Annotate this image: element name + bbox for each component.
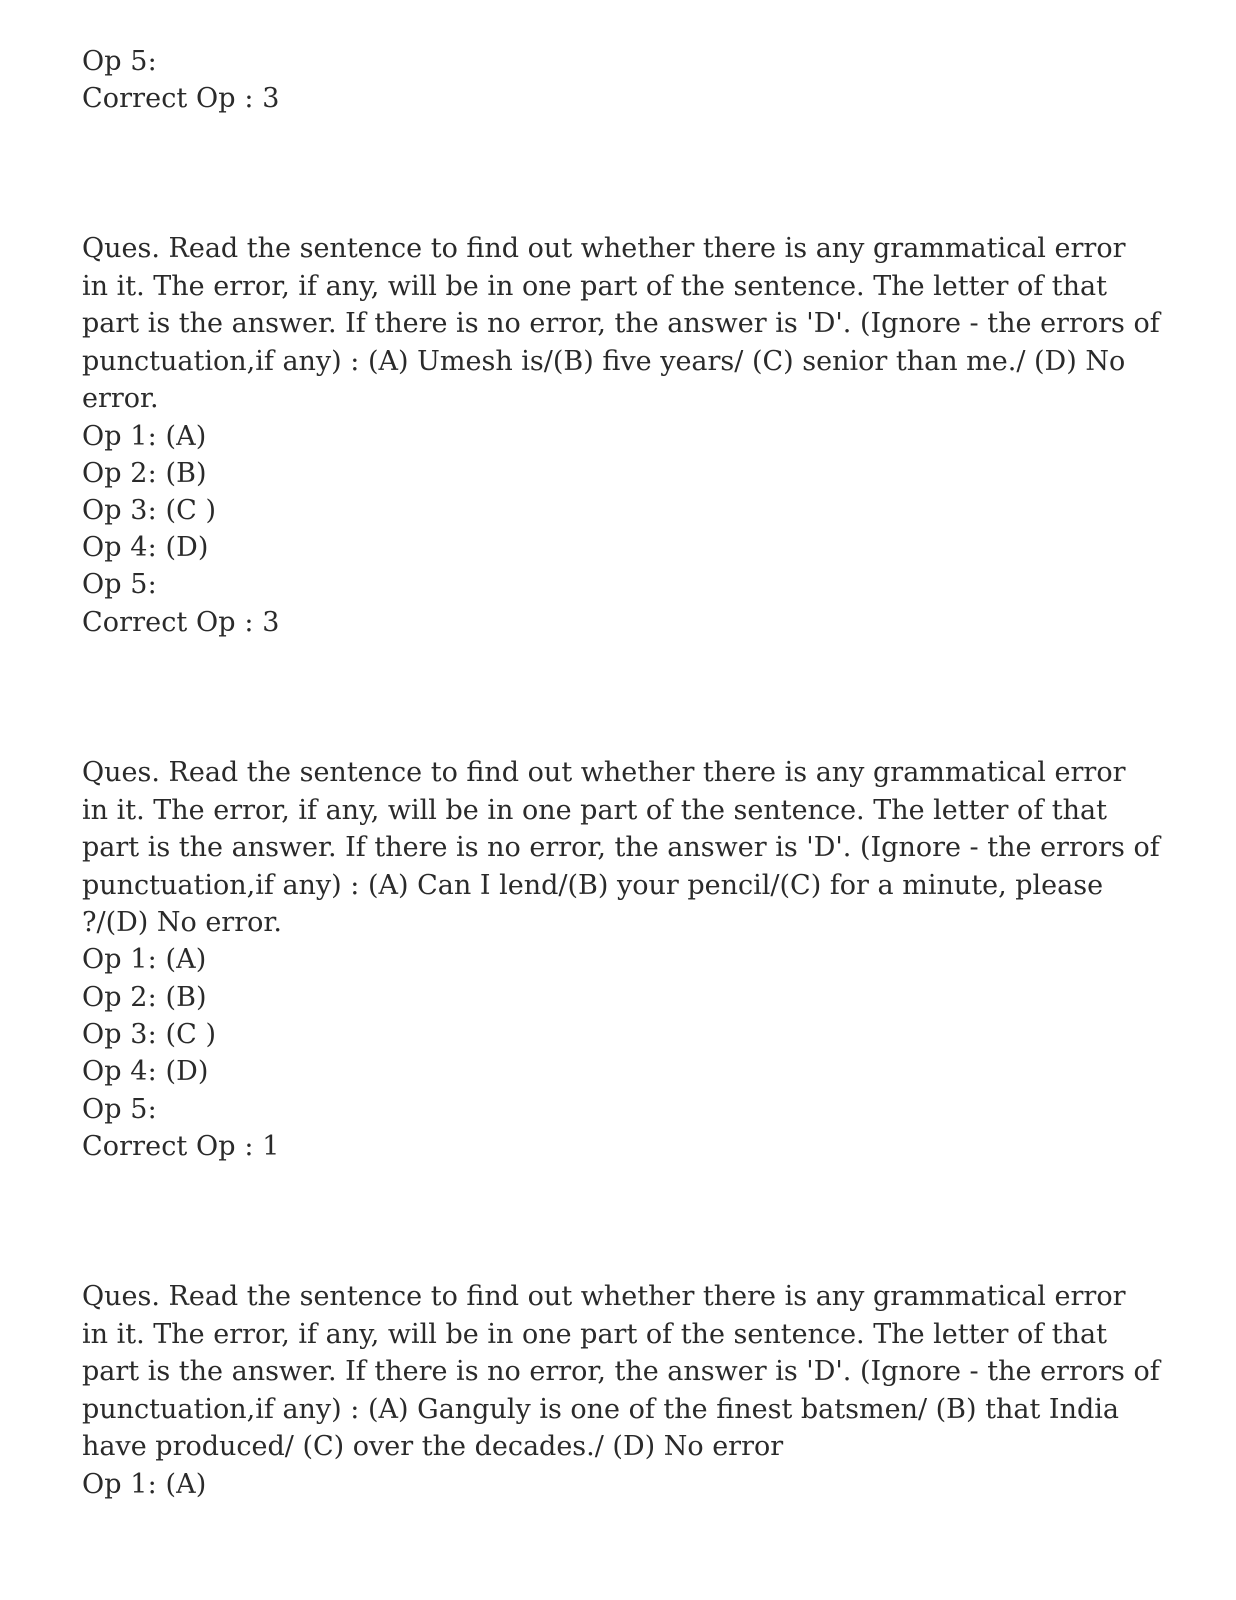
question-line: have produced/ (C) over the decades./ (D) No error	[82, 1431, 784, 1462]
question-line: part is the answer. If there is no error, the answer is 'D'. (Ignore - the errors of	[82, 1356, 1160, 1387]
question-line: in it. The error, if any, will be in one part of the sentence. The letter of that	[82, 270, 1107, 302]
option-1: Op 1: (A)	[82, 944, 207, 975]
question-line: Ques. Read the sentence to find out whether there is any grammatical error	[82, 233, 1126, 264]
option-2: Op 2: (B)	[82, 458, 207, 489]
option-1: Op 1: (A)	[82, 1469, 207, 1500]
question-line: part is the answer. If there is no error, the answer is 'D'. (Ignore - the errors of	[82, 832, 1160, 863]
question-line: punctuation,if any) : (A) Umesh is/(B) five years/ (C) senior than me./ (D) No	[82, 345, 1126, 377]
question-line: Ques. Read the sentence to find out whether there is any grammatical error	[82, 1281, 1126, 1312]
option-5-label: Op 5:	[82, 569, 157, 600]
option-3: Op 3: (C )	[82, 1019, 217, 1050]
correct-option: Correct Op : 3	[82, 83, 280, 114]
correct-option: Correct Op : 1	[82, 1131, 280, 1162]
option-3: Op 3: (C )	[82, 495, 217, 526]
question-line: error.	[82, 383, 159, 414]
question-line: punctuation,if any) : (A) Can I lend/(B) your pencil/(C) for a minute, please	[82, 869, 1104, 901]
question-line: Ques. Read the sentence to find out whether there is any grammatical error	[82, 757, 1126, 788]
option-5-label: Op 5:	[82, 1094, 157, 1125]
option-2: Op 2: (B)	[82, 982, 207, 1013]
question-line: ?/(D) No error.	[82, 907, 282, 938]
option-1: Op 1: (A)	[82, 421, 207, 452]
question-text	[82, 754, 1162, 942]
question-line: part is the answer. If there is no error, the answer is 'D'. (Ignore - the errors of	[82, 308, 1160, 339]
correct-option: Correct Op : 3	[82, 607, 280, 638]
option-4: Op 4: (D)	[82, 1056, 209, 1087]
question-text	[82, 1278, 1162, 1466]
option-5-label: Op 5:	[82, 46, 157, 77]
option-4: Op 4: (D)	[82, 532, 209, 563]
question-line: in it. The error, if any, will be in one part of the sentence. The letter of that	[82, 794, 1107, 826]
question-line: punctuation,if any) : (A) Ganguly is one of the finest batsmen/ (B) that India	[82, 1393, 1119, 1425]
question-line: in it. The error, if any, will be in one part of the sentence. The letter of that	[82, 1318, 1107, 1350]
question-text	[82, 230, 1162, 418]
